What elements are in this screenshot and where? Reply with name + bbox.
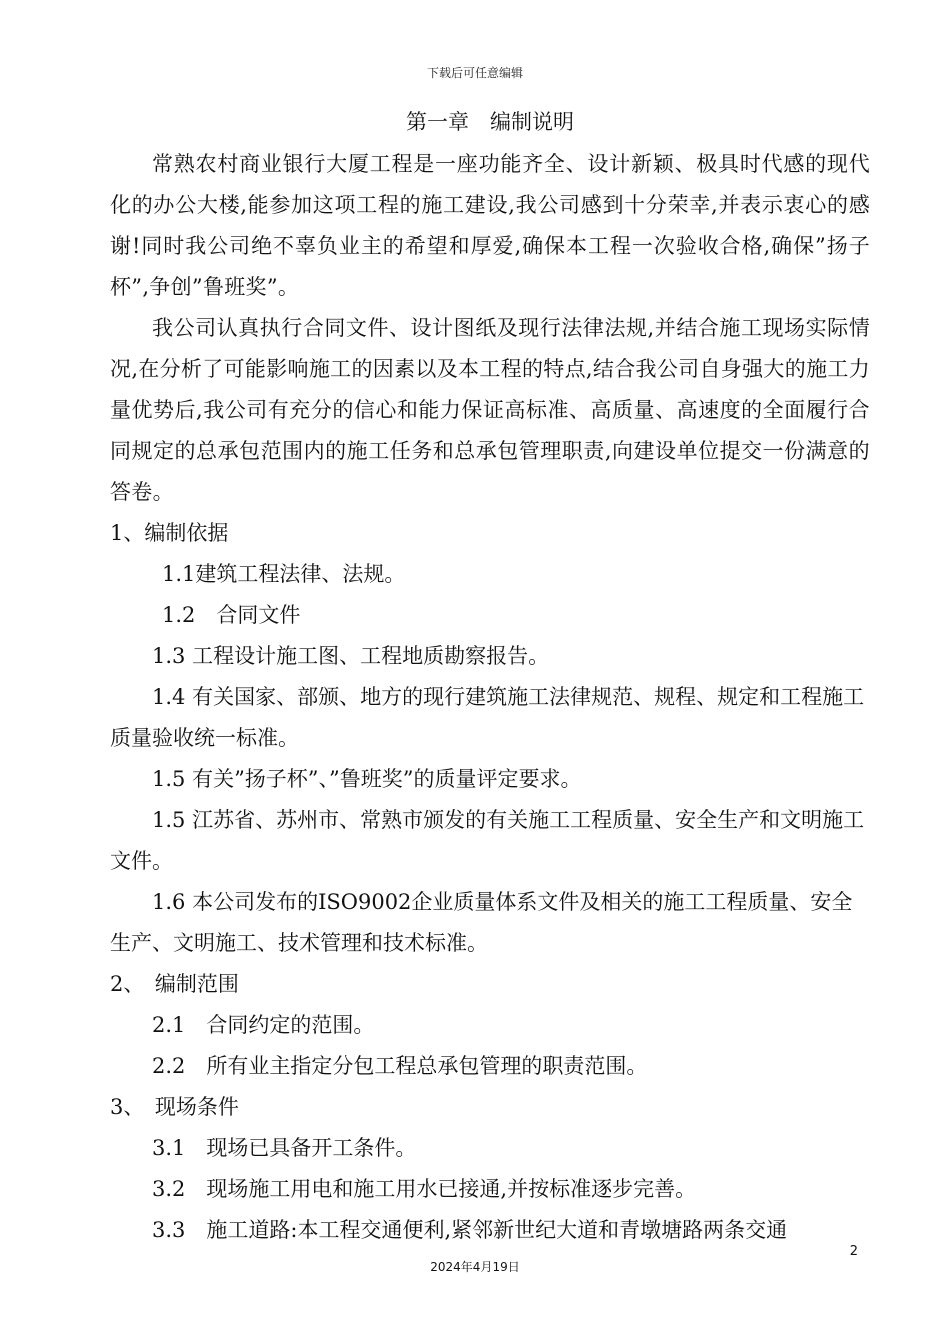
list-item: 3.1 现场已具备开工条件。	[152, 1136, 417, 1160]
list-item: 2.1 合同约定的范围。	[152, 1013, 375, 1037]
intro-paragraph-2: 我公司认真执行合同文件、设计图纸及现行法律法规,并结合施工现场实际情况,在分析了可能影响施工的因素以及本工程的特点,结合我公司自身强大的施工力量优势后,我公司有充分的信心和能力保证高标准、高质量、高速度的全面履行合同规定的总承包范围内的施工任务和总承包管理职责,向建设单位提交一份满意的答卷。	[110, 316, 870, 504]
list-item: 1.6 本公司发布的ISO9002企业质量体系文件及相关的施工工程质量、安全生产、文明施工、技术管理和技术标准。	[110, 890, 853, 955]
intro-paragraph-1: 常熟农村商业银行大厦工程是一座功能齐全、设计新颖、极具时代感的现代化的办公大楼,能参加这项工程的施工建设,我公司感到十分荣幸,并表示衷心的感谢!同时我公司绝不辜负业主的希望和厚爱,确保本工程一次验收合格,确保”扬子杯”,争创”鲁班奖”。	[110, 152, 870, 299]
list-item: 2.2 所有业主指定分包工程总承包管理的职责范围。	[152, 1054, 648, 1078]
footer-date: 2024年4月19日	[430, 1260, 520, 1274]
list-item: 3.2 现场施工用电和施工用水已接通,并按标准逐步完善。	[152, 1177, 697, 1201]
list-item: 1.2 合同文件	[162, 603, 301, 627]
list-item: 1.5 江苏省、苏州市、常熟市颁发的有关施工工程质量、安全生产和文明施工文件。	[110, 808, 865, 873]
header-note: 下载后可任意编辑	[426, 66, 523, 80]
list-item: 1.4 有关国家、部颁、地方的现行建筑施工法律规范、规程、规定和工程施工质量验收统一标准。	[110, 685, 865, 750]
chapter-title: 第一章 编制说明	[406, 110, 574, 134]
section-heading-basis: 1、编制依据	[110, 521, 229, 545]
section-heading-site-conditions: 3、 现场条件	[110, 1095, 239, 1119]
list-item: 1.3 工程设计施工图、工程地质勘察报告。	[152, 644, 550, 668]
list-item: 1.5 有关”扬子杯”、”鲁班奖”的质量评定要求。	[152, 767, 582, 791]
section-heading-scope: 2、 编制范围	[110, 972, 239, 996]
document-body	[110, 100, 870, 1251]
page-number: 2	[849, 1244, 858, 1259]
list-item: 3.3 施工道路:本工程交通便利,紧邻新世纪大道和青墩塘路两条交通	[152, 1218, 788, 1242]
list-item: 1.1建筑工程法律、法规。	[162, 562, 406, 586]
